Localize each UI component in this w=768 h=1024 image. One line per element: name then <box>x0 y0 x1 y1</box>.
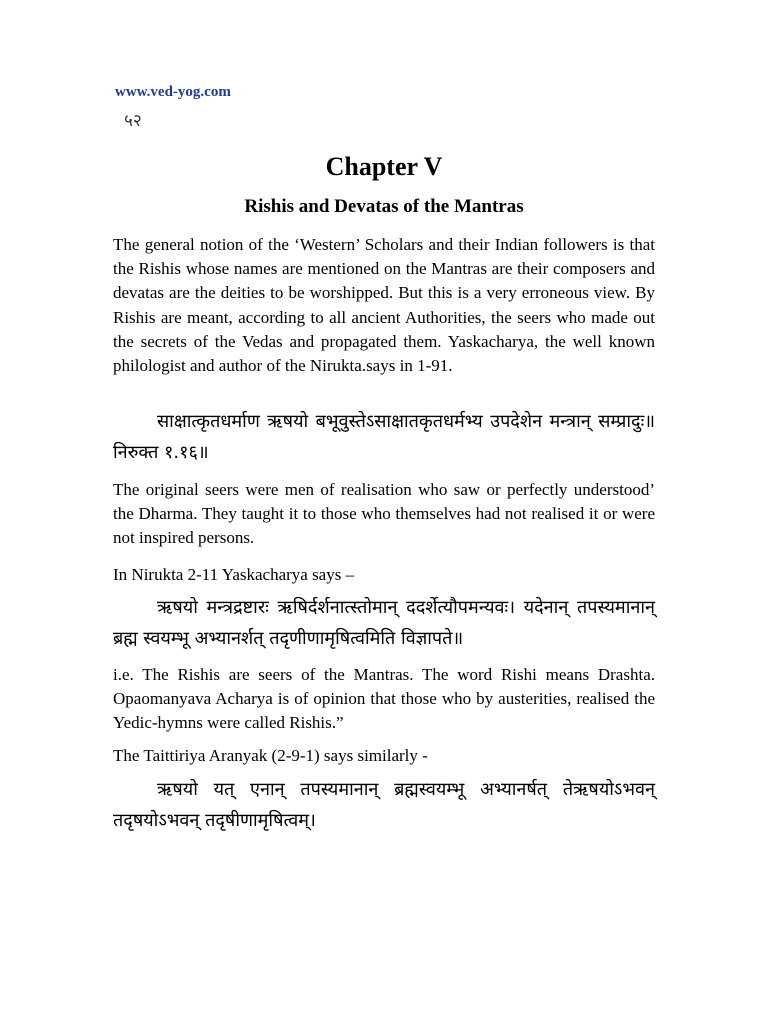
chapter-subtitle: Rishis and Devatas of the Mantras <box>244 196 524 217</box>
body-paragraph-explanation: i.e. The Rishis are seers of the Mantras. The word Rishi means Drashta. Opaomanyava Acharya is of opinion that those who by austerities, realised the Yedic-hymns were called Rishis.” <box>113 665 655 733</box>
sanskrit-verse-taittiriya: ऋषयो यत् एनान् तपस्यमानान् ब्रह्मस्वयम्भू अभ्यानर्षत् तेऋषयोऽभवन् तदृषयोऽभवन् तदृषीणामृषित्वम्। <box>113 779 655 831</box>
sanskrit-verse-mantra-drashta: ऋषयो मन्त्रद्रष्टारः ऋषिर्दर्शनात्स्तोमान् ददर्शेत्यौपमन्यवः। यदेनान् तपस्यमानान् ब्रह्म स्वयम्भू अभ्यानर्शत् तदृणीणामृषित्वमिति विज्ञापते॥ <box>113 597 655 649</box>
body-paragraph-taittiriya-intro: The Taittiriya Aranyak (2-9-1) says similarly - <box>113 746 428 765</box>
body-paragraph-intro: The general notion of the ‘Western’ Scholars and their Indian followers is that the Rishis whose names are mentioned on the Mantras are their composers and devatas are the deities to be worshipped. But this is a very erroneous view. By Rishis are meant, according to all ancient Authorities, the seers who made out the secrets of the Vedas and propagated them. Yaskacharya, the well known philologist and author of the Nirukta.says in 1-91. <box>113 235 655 376</box>
body-paragraph-nirukta-quote-intro: In Nirukta 2-11 Yaskacharya says – <box>113 565 355 584</box>
body-paragraph-original-seers: The original seers were men of realisation who saw or perfectly understood’ the Dharma. They taught it to those who themselves had not realised it or were not inspired persons. <box>113 480 655 548</box>
chapter-title: Chapter V <box>325 152 443 181</box>
sanskrit-verse-nirukta: साक्षात्कृतधर्माण ऋषयो बभूवुस्तेऽसाक्षातकृतधर्मभ्य उपदेशेन मन्त्रान् सम्प्रादुः॥ निरुक्त १.१६॥ <box>113 411 655 463</box>
website-link[interactable]: www.ved-yog.com <box>115 84 231 100</box>
page-number: ५२ <box>124 111 142 131</box>
